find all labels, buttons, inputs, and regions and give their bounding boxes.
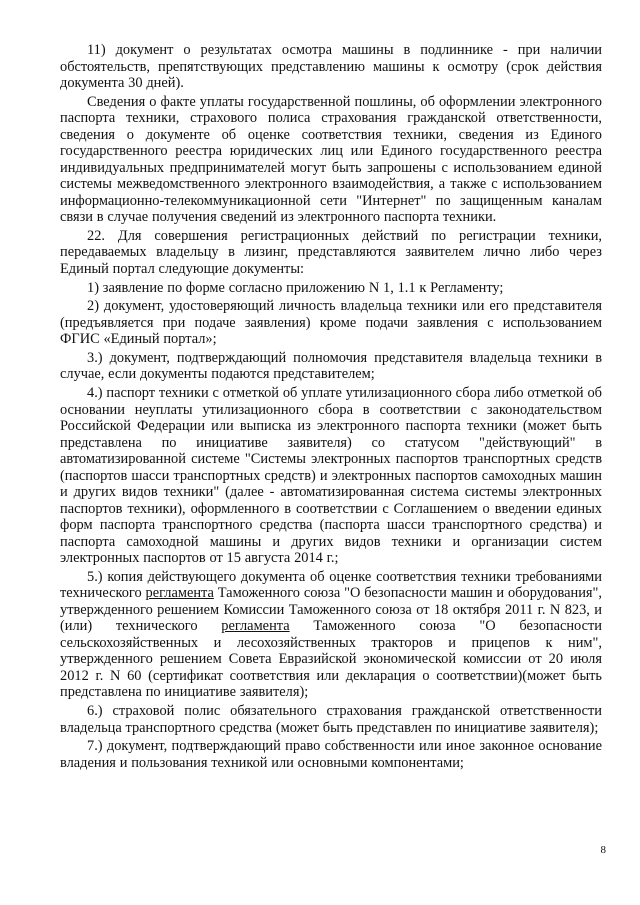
paragraph-section-22: 22. Для совершения регистрационных действий по регистрации техники, передаваемых владельцу в лизинг, представляются заявителем лично либо через Единый портал следующие документы: bbox=[60, 227, 602, 277]
conformity-text-end: Таможенного союза "О безопасности сельскохозяйственных и лесохозяйственных тракторов и прицепов к ним", утвержденного решением Совета Евразийской экономической комиссии от 20 июля 2012 г. N 60 (сертификат соответствия или декларация о соответствии)(может быть представлена по инициативе заявителя); bbox=[60, 618, 602, 701]
list-item-conformity-document bbox=[60, 569, 602, 701]
conformity-text-middle: Таможенного союза "О безопасности машин и оборудования", утвержденного решением Комиссии Таможенного союза от 18 октября 2011 г. N 823, и (или) технического bbox=[60, 585, 602, 635]
list-item-authority-document: 3.) документ, подтверждающий полномочия представителя владельца техники в случае, если документы подаются представителем; bbox=[60, 349, 602, 383]
paragraph-inspection-document: 11) документ о результатах осмотра машины в подлиннике - при наличии обстоятельств, препятствующих представлению машины к осмотру (срок действия документа 30 дней). bbox=[60, 42, 602, 91]
list-item-application: 1) заявление по форме согласно приложению N 1, 1.1 к Регламенту; bbox=[87, 279, 504, 296]
regulation-link-2[interactable]: регламента bbox=[221, 618, 290, 635]
list-item-ownership-document: 7.) документ, подтверждающий право собственности или иное законное основание владения и пользования техникой или основными компонентами; bbox=[60, 738, 602, 771]
list-item-vehicle-passport: 4.) паспорт техники с отметкой об уплате утилизационного сбора либо отметкой об основании неуплаты утилизационного сбора в соответствии с законодательством Российской Федерации или выписка из электронного паспорта техники (может быть представлена по инициативе заявителя) со статусом "действующий" в автоматизированной системе "Системы электронных паспортов транспортных средств (паспортов шасси транспортных средств) и электронных паспортов самоходных машин и других видов техники" (далее - автоматизированная система системы электронных паспортов техники), оформленного в соответствии с Соглашением о введении единых форм паспорта транспортного средства (паспорта шасси транспортного средства) и паспорта самоходной машины и других видов техники и организации систем электронных паспортов от 15 августа 2014 г.; bbox=[60, 385, 602, 567]
page-number: 8 bbox=[600, 844, 606, 856]
paragraph-information-request: Сведения о факте уплаты государственной пошлины, об оформлении электронного паспорта техники, страхового полиса страхования гражданской ответственности, сведения о документе об оценке соответствия техники, сведения из Единого государственного реестра юридических лиц или Единого государственного реестра индивидуальных предпринимателей могут быть запрошены с использованием единой системы межведомственного электронного взаимодействия, а также с использованием информационно-телекоммуникационной сети "Интернет" по защищенным каналам связи в случае получения сведений из электронного паспорта техники. bbox=[60, 93, 602, 226]
regulation-link-1[interactable]: регламента bbox=[145, 585, 214, 602]
list-item-insurance-policy: 6.) страховой полис обязательного страхования гражданской ответственности владельца транспортного средства (может быть представлен по инициативе заявителя); bbox=[60, 703, 602, 736]
list-item-identity-document: 2) документ, удостоверяющий личность владельца техники или его представителя (предъявляется при подаче заявления) кроме подачи заявления с использованием ФГИС «Единый портал»; bbox=[60, 298, 602, 348]
conformity-text-start: 5.) копия действующего документа об оценке соответствия техники требованиями технического bbox=[60, 568, 602, 602]
document-page bbox=[60, 42, 602, 773]
